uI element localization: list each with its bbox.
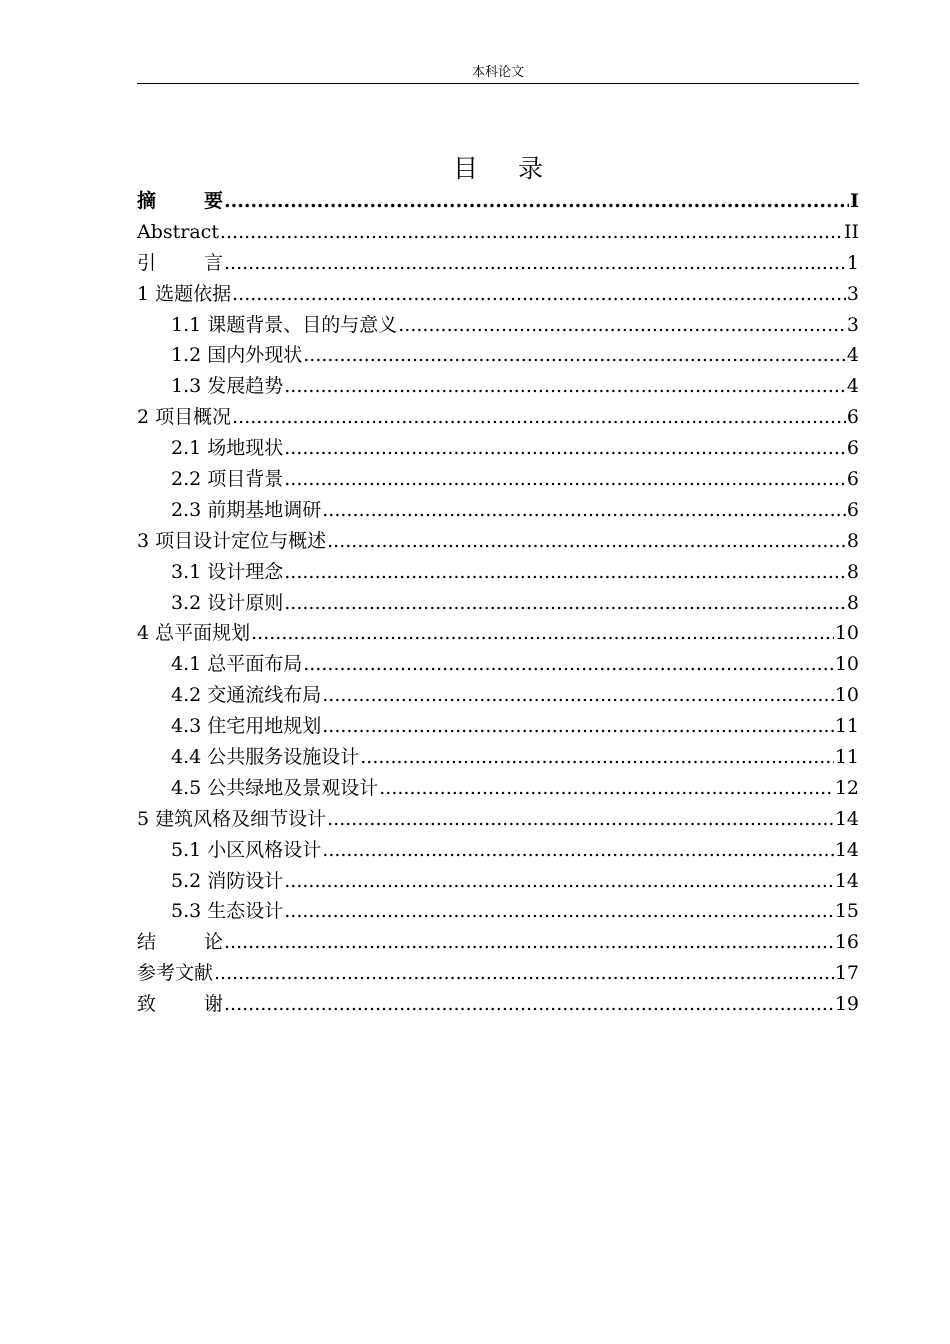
toc-entry-page: 10: [834, 684, 859, 707]
toc-entry-page: II: [843, 220, 859, 243]
toc-entry[interactable]: [137, 186, 859, 217]
toc-entry[interactable]: [137, 649, 859, 680]
toc-leader-dots: [284, 866, 834, 897]
toc-leader-dots: [322, 680, 834, 711]
header-rule: [137, 83, 859, 84]
toc-entry[interactable]: [137, 742, 859, 773]
toc-entry-label: 3.2 设计原则: [171, 591, 284, 614]
toc-entry[interactable]: [137, 835, 859, 866]
toc-leader-dots: [224, 186, 849, 217]
toc-entry-label: 1.3 发展趋势: [171, 375, 284, 398]
toc-entry-page: 4: [846, 375, 859, 398]
toc-entry-page: 8: [846, 591, 859, 614]
toc-title: 目录: [452, 154, 583, 183]
toc-entry-page: 1: [846, 251, 859, 274]
toc-entry-page: 3: [846, 282, 859, 305]
toc-entry[interactable]: [137, 371, 859, 402]
toc-entry-page: 10: [834, 622, 859, 645]
toc-entry-label: 4.3 住宅用地规划: [171, 715, 322, 738]
toc-leader-dots: [284, 433, 846, 464]
toc-entry-label: 致谢: [137, 993, 272, 1016]
toc-entry[interactable]: [137, 279, 859, 310]
toc-leader-dots: [232, 279, 846, 310]
toc-entry-label: 2.3 前期基地调研: [171, 498, 322, 521]
toc-leader-dots: [232, 402, 846, 433]
toc-entry-page: 6: [846, 406, 859, 429]
toc-entry-page: 3: [846, 313, 859, 336]
toc-entry-page: 17: [834, 962, 859, 985]
toc-entry-label: 5.3 生态设计: [171, 900, 284, 923]
toc-leader-dots: [284, 371, 846, 402]
toc-entry-page: 12: [834, 776, 859, 799]
toc-entry-label: Abstract: [137, 220, 219, 243]
toc-entry[interactable]: [137, 958, 859, 989]
toc-entry-label: 5.2 消防设计: [171, 869, 284, 892]
toc-leader-dots: [360, 742, 834, 773]
toc-entry-page: 16: [834, 931, 859, 954]
page-header: 本科论文: [471, 65, 524, 80]
toc-entry-label: 参考文献: [137, 962, 214, 985]
toc-entry-label: 5.1 小区风格设计: [171, 838, 322, 861]
toc-entry[interactable]: [137, 402, 859, 433]
toc-entry[interactable]: [137, 340, 859, 371]
toc-entry-page: 14: [834, 869, 859, 892]
toc-leader-dots: [284, 896, 834, 927]
toc-leader-dots: [322, 711, 834, 742]
toc-leader-dots: [224, 927, 834, 958]
toc-leader-dots: [398, 310, 846, 341]
toc-leader-dots: [224, 989, 834, 1020]
toc-leader-dots: [379, 773, 834, 804]
toc-entry-label: 2.1 场地现状: [171, 437, 284, 460]
toc-entry-label: 3 项目设计定位与概述: [137, 529, 327, 552]
toc-entry[interactable]: [137, 464, 859, 495]
toc-leader-dots: [214, 958, 834, 989]
toc-entry-page: 14: [834, 838, 859, 861]
toc-leader-dots: [224, 248, 846, 279]
toc-entry-page: 14: [834, 807, 859, 830]
toc-entry-page: 15: [834, 900, 859, 923]
toc-entry-label: 1.2 国内外现状: [171, 344, 303, 367]
toc-leader-dots: [303, 340, 846, 371]
toc-entry-label: 2.2 项目背景: [171, 468, 284, 491]
toc-entry-page: 10: [834, 653, 859, 676]
toc-entry-label: 4.1 总平面布局: [171, 653, 303, 676]
toc-entry-page: 4: [846, 344, 859, 367]
toc-entry-label: 摘要: [137, 190, 272, 212]
toc-entry[interactable]: [137, 804, 859, 835]
toc-entry-page: 19: [834, 993, 859, 1016]
toc-entry[interactable]: [137, 711, 859, 742]
toc-entry[interactable]: [137, 433, 859, 464]
toc-entry[interactable]: [137, 495, 859, 526]
toc-entry-page: 6: [846, 498, 859, 521]
toc-entry-page: 11: [834, 715, 859, 738]
toc-entry-label: 4.2 交通流线布局: [171, 684, 322, 707]
toc-entry-page: 6: [846, 437, 859, 460]
toc-entry-label: 5 建筑风格及细节设计: [137, 807, 327, 830]
toc-entry-page: 8: [846, 529, 859, 552]
toc-leader-dots: [220, 217, 843, 248]
toc-entry[interactable]: [137, 896, 859, 927]
toc-entry[interactable]: [137, 588, 859, 619]
toc-entry-label: 3.1 设计理念: [171, 560, 284, 583]
toc-leader-dots: [284, 557, 846, 588]
toc-entry[interactable]: [137, 927, 859, 958]
toc-entry-label: 4.5 公共绿地及景观设计: [171, 776, 379, 799]
toc-leader-dots: [322, 835, 834, 866]
toc-entry-label: 结论: [137, 931, 272, 954]
toc-entry[interactable]: [137, 248, 859, 279]
toc-entry-page: 11: [834, 746, 859, 769]
toc-leader-dots: [303, 649, 834, 680]
toc-leader-dots: [322, 495, 846, 526]
toc-entry-page: I: [850, 190, 859, 212]
toc-entry[interactable]: [137, 310, 859, 341]
toc-entry-page: 8: [846, 560, 859, 583]
table-of-contents: [137, 186, 859, 1020]
toc-entry-label: 引言: [137, 251, 272, 274]
toc-leader-dots: [327, 526, 846, 557]
toc-leader-dots: [251, 618, 834, 649]
toc-entry[interactable]: [137, 989, 859, 1020]
toc-entry[interactable]: [137, 618, 859, 649]
toc-entry[interactable]: [137, 866, 859, 897]
toc-entry-page: 6: [846, 468, 859, 491]
toc-entry[interactable]: [137, 773, 859, 804]
toc-leader-dots: [284, 588, 846, 619]
toc-entry[interactable]: [137, 680, 859, 711]
toc-entry[interactable]: [137, 217, 859, 248]
toc-entry-label: 1 选题依据: [137, 282, 232, 305]
toc-entry-label: 1.1 课题背景、目的与意义: [171, 313, 398, 336]
toc-entry[interactable]: [137, 557, 859, 588]
toc-leader-dots: [284, 464, 846, 495]
toc-entry-label: 2 项目概况: [137, 406, 232, 429]
toc-entry-label: 4 总平面规划: [137, 622, 251, 645]
toc-entry-label: 4.4 公共服务设施设计: [171, 746, 360, 769]
toc-entry[interactable]: [137, 526, 859, 557]
toc-leader-dots: [327, 804, 834, 835]
